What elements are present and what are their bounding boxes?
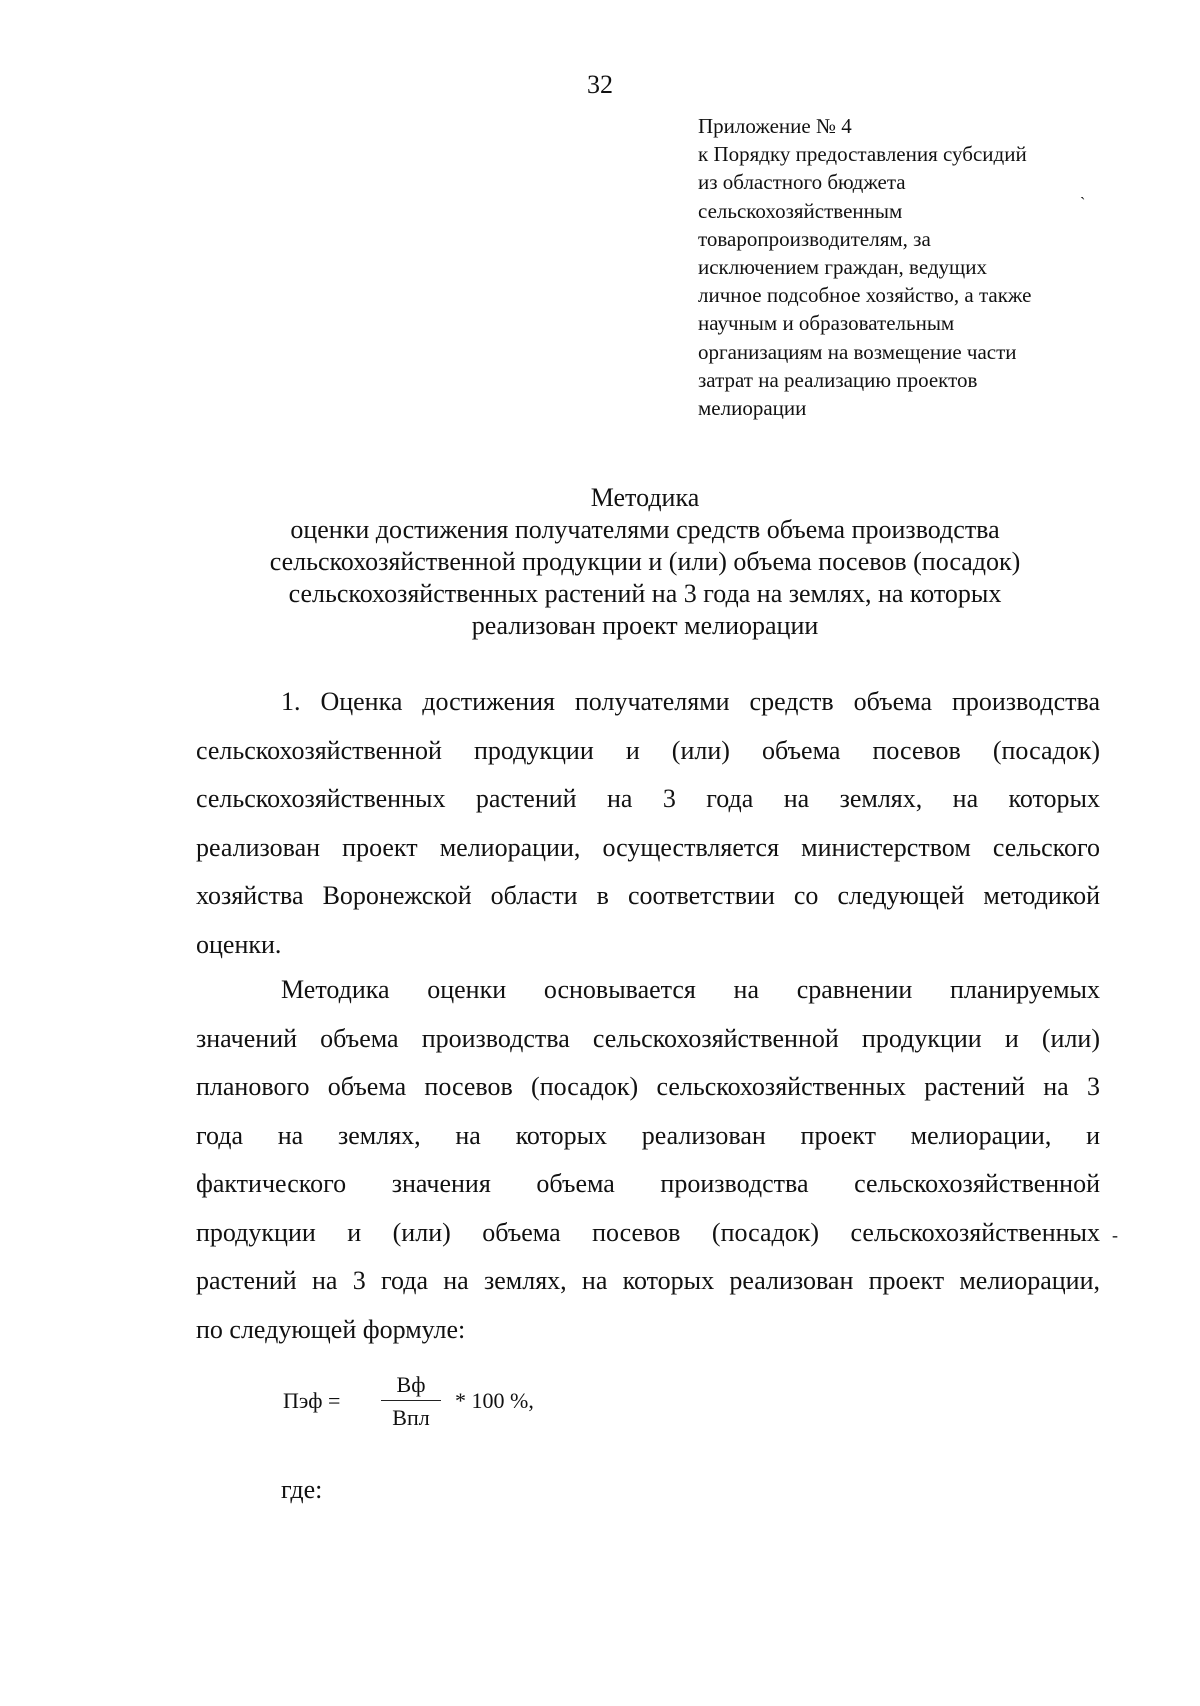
appendix-line: товаропроизводителям, за <box>698 226 931 251</box>
appendix-line: Приложение № 4 <box>698 114 852 138</box>
where-label: где: <box>281 1475 323 1504</box>
paragraph-line: планового объема посевов (посадок) сельскохозяйственных растений на 3 <box>196 1072 1100 1101</box>
paragraph-line: по следующей формуле: <box>196 1314 466 1344</box>
paragraph-line: сельскохозяйственной продукции и (или) объема посевов (посадок) <box>196 735 1100 765</box>
paragraph-1 <box>196 678 1100 969</box>
appendix-line: личное подсобное хозяйство, а также <box>698 283 1032 308</box>
title-line: оценки достижения получателями средств объема производства <box>290 515 1000 544</box>
appendix-line: исключением граждан, ведущих <box>698 255 987 280</box>
paragraph-line: сельскохозяйственных растений на 3 года на землях, на которых <box>196 784 1100 813</box>
title-line: сельскохозяйственной продукции и (или) объема посевов (посадок) <box>269 547 1021 576</box>
paragraph-2 <box>196 966 1100 1354</box>
title-line: сельскохозяйственных растений на 3 года на землях, на которых <box>288 579 1002 608</box>
formula-denominator: Впл <box>392 1405 430 1430</box>
formula-numerator: Вф <box>381 1372 441 1401</box>
appendix-line: к Порядку предоставления субсидий <box>698 142 1027 167</box>
paragraph-line: значений объема производства сельскохозяйственной продукции и (или) <box>196 1023 1100 1053</box>
appendix-line: затрат на реализацию проектов <box>698 367 978 392</box>
appendix-line: научным и образовательным <box>698 311 955 336</box>
appendix-line: организациям на возмещение части <box>698 339 1017 364</box>
title-line: Методика <box>590 483 700 512</box>
paragraph-line: фактического значения объема производства сельскохозяйственной <box>196 1169 1100 1198</box>
appendix-line: мелиорации <box>698 396 807 421</box>
page-number: 32 <box>587 70 613 99</box>
stray-mark: ` <box>1080 195 1086 212</box>
paragraph-line: года на землях, на которых реализован проект мелиорации, и <box>196 1120 1100 1150</box>
appendix-line: из областного бюджета <box>698 170 906 195</box>
formula-rhs: * 100 %, <box>455 1388 534 1413</box>
paragraph-line: Методика оценки основывается на сравнении планируемых <box>281 975 1100 1004</box>
stray-mark: - <box>1112 1225 1118 1245</box>
formula-lhs: Пэф = <box>283 1388 341 1413</box>
appendix-line: сельскохозяйственным <box>698 198 903 223</box>
paragraph-line: реализован проект мелиорации, осуществляется министерством сельского <box>196 832 1100 862</box>
appendix-header <box>698 112 1158 422</box>
formula-fraction <box>381 1372 441 1431</box>
paragraph-line: 1. Оценка достижения получателями средств объема производства <box>281 687 1100 716</box>
title-line: реализован проект мелиорации <box>471 611 819 640</box>
paragraph-line: оценки. <box>196 929 282 959</box>
document-title <box>0 482 1200 642</box>
paragraph-line: продукции и (или) объема посевов (посадок) сельскохозяйственных <box>196 1217 1100 1247</box>
paragraph-line: хозяйства Воронежской области в соответствии со следующей методикой <box>196 881 1100 910</box>
paragraph-line: растений на 3 года на землях, на которых реализован проект мелиорации, <box>196 1266 1100 1295</box>
